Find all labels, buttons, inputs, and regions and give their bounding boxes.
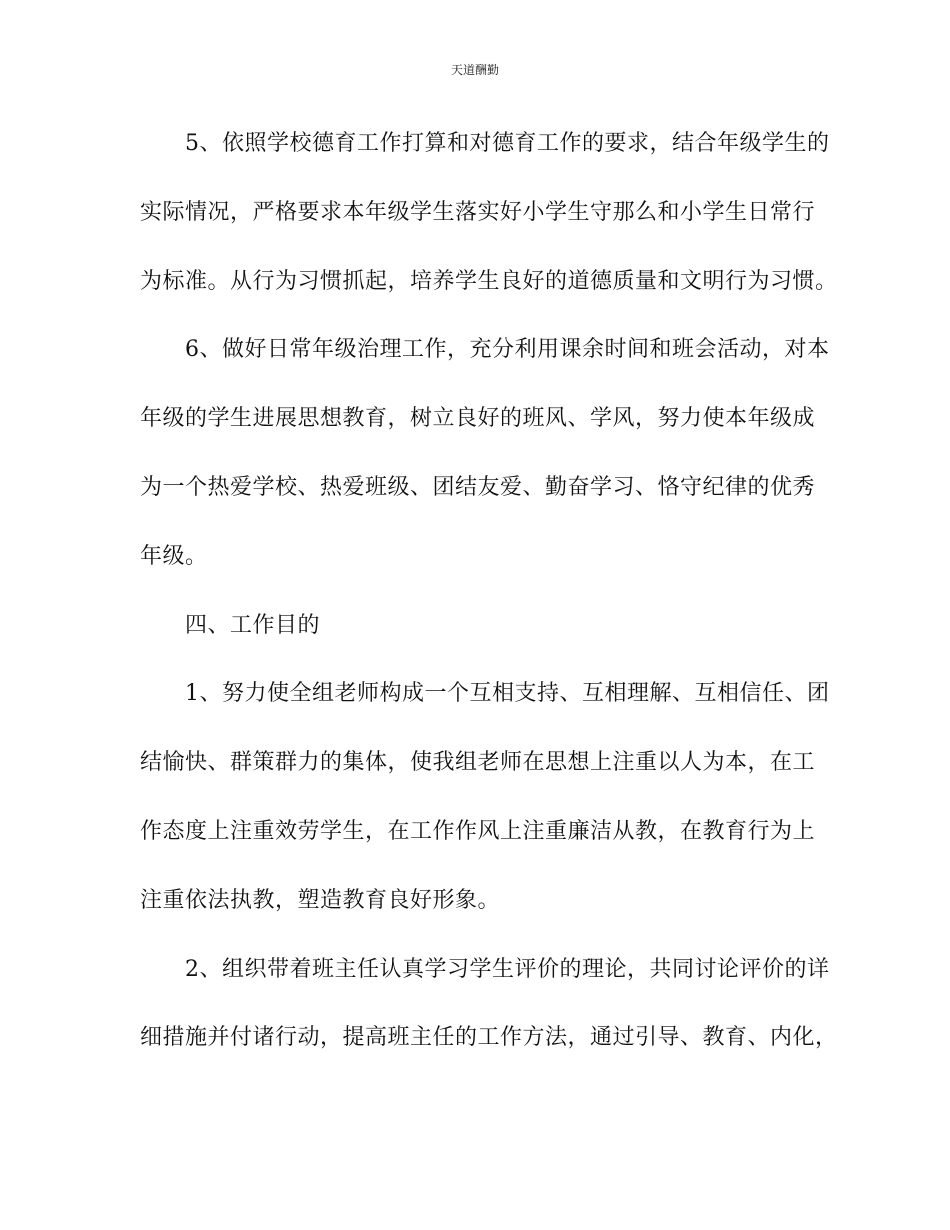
paragraph-5-line-3: 为标准。从行为习惯抓起，培养学生良好的道德质量和文明行为习惯。 xyxy=(140,268,838,294)
item-1-line-2: 结愉快、群策群力的集体，使我组老师在思想上注重以人为本，在工 xyxy=(140,750,816,776)
paragraph-5-line-1: 5、依照学校德育工作打算和对德育工作的要求，结合年级学生的 xyxy=(185,131,830,156)
item-2-line-1: 2、组织带着班主任认真学习学生评价的理论，共同讨论评价的详 xyxy=(185,956,830,982)
paragraph-5-line-2: 实际情况，严格要求本年级学生落实好小学生守那么和小学生日常行 xyxy=(140,199,816,225)
paragraph-6-line-2: 年级的学生进展思想教育，树立良好的班风、学风，努力使本年级成 xyxy=(140,406,816,432)
item-1-line-1: 1、努力使全组老师构成一个互相支持、互相理解、互相信任、团 xyxy=(185,681,830,707)
item-1-line-4: 注重依法执教，塑造教育良好形象。 xyxy=(140,887,501,913)
paragraph-6-line-1: 6、做好日常年级治理工作，充分利用课余时间和班会活动，对本 xyxy=(185,337,830,363)
document-body xyxy=(140,124,838,1087)
paragraph-6-line-4: 年级。 xyxy=(140,543,208,569)
item-1-line-3: 作态度上注重效劳学生，在工作作风上注重廉洁从教，在教育行为上 xyxy=(140,818,816,844)
page-header: 天道酬勤 xyxy=(450,63,499,77)
section-heading: 四、工作目的 xyxy=(185,612,321,638)
item-2-line-2: 细措施并付诸行动，提高班主任的工作方法，通过引导、教育、内化， xyxy=(140,1025,838,1051)
paragraph-6-line-3: 为一个热爱学校、热爱班级、团结友爱、勤奋学习、恪守纪律的优秀 xyxy=(140,474,816,500)
